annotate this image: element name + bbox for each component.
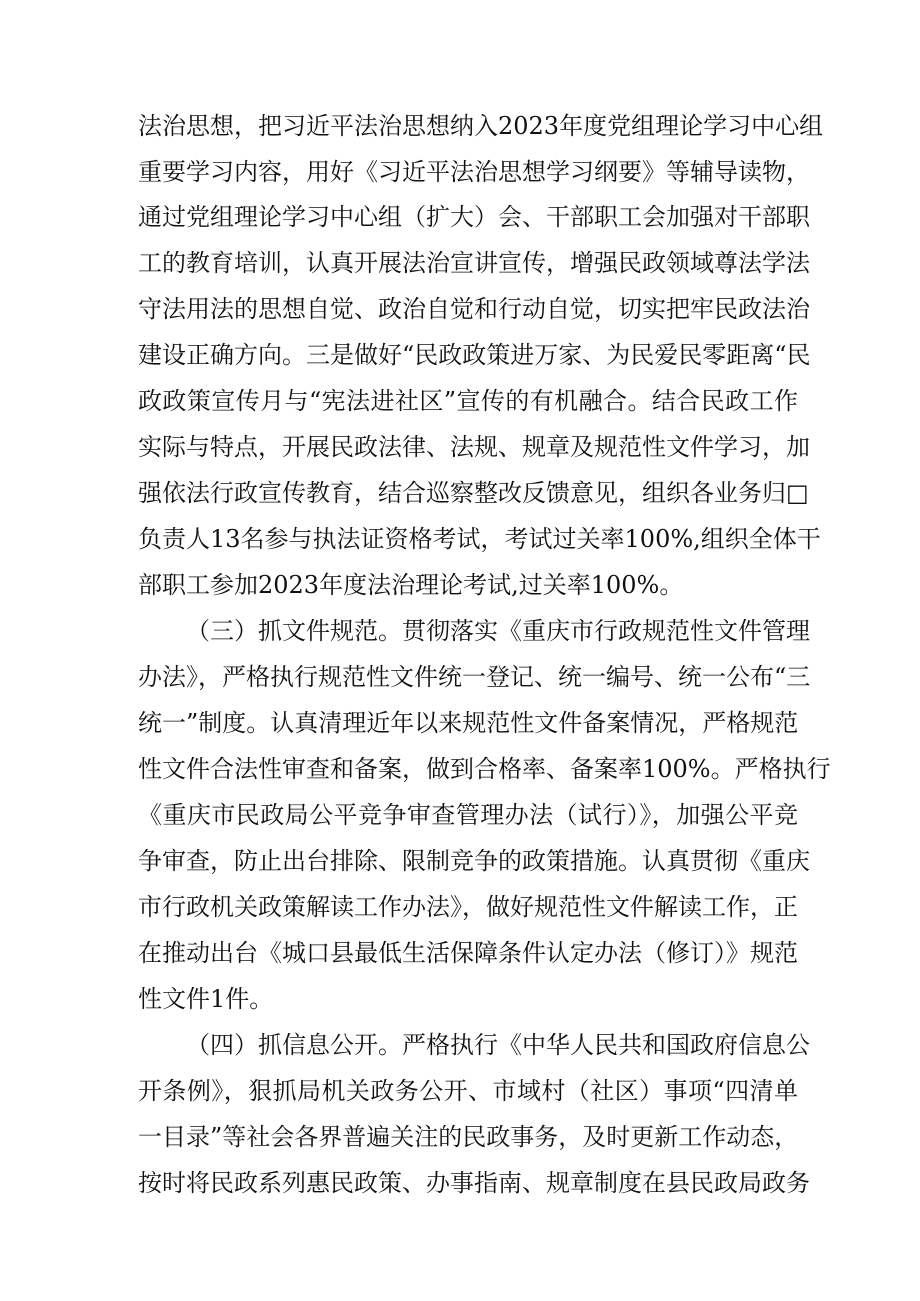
text-line: 建设正确方向。三是做好“民政政策进万家、为民爱民零距离“民 — [138, 341, 811, 369]
text-line: 《重庆市民政局公平竞争审查管理办法（试行）》，加强公平竞 — [138, 801, 798, 829]
text-line: 争审查，防止出台排除、限制竞争的政策措施。认真贯彻《重庆 — [138, 847, 810, 875]
text-line: 开条例》，狠抓局机关政务公开、市域村（社区）事项“四清单 — [138, 1077, 798, 1105]
text-line: 工的教育培训，认真开展法治宣讲宣传，增强民政领域尊法学法 — [138, 249, 810, 277]
section-heading-line: （四）抓信息公开。严格执行《中华人民共和国政府信息公 — [186, 1031, 810, 1059]
text-line: 实际与特点，开展民政法律、法规、规章及规范性文件学习，加 — [138, 433, 810, 461]
text-line: 在推动出台《城口县最低生活保障条件认定办法（修订）》规范 — [138, 939, 798, 967]
text-line: 强依法行政宣传教育，结合巡察整改反馈意见，组织各业务归□ — [138, 479, 809, 507]
text-line: 办法》，严格执行规范性文件统一登记、统一编号、统一公布“三 — [138, 663, 811, 691]
text-line: 守法用法的思想自觉、政治自觉和行动自觉，切实把牢民政法治 — [138, 295, 810, 323]
text-line: 一目录”等社会各界普遍关注的民政事务，及时更新工作动态， — [138, 1123, 799, 1151]
text-line: 法治思想，把习近平法治思想纳入2023年度党组理论学习中心组 — [138, 112, 824, 140]
text-line: 性文件合法性审查和备案，做到合格率、备案率100%。严格执行 — [138, 755, 831, 783]
text-line: 市行政机关政策解读工作办法》，做好规范性文件解读工作，正 — [138, 893, 798, 921]
text-line: 重要学习内容，用好《习近平法治思想学习纲要》等辅导读物， — [138, 158, 810, 186]
text-line: 通过党组理论学习中心组（扩大）会、干部职工会加强对干部职 — [138, 203, 810, 231]
text-line: 按时将民政系列惠民政策、办事指南、规章制度在县民政局政务 — [138, 1169, 810, 1197]
text-line: 统一”制度。认真清理近年以来规范性文件备案情况，严格规范 — [138, 709, 799, 737]
text-line: 政政策宣传月与“宪法进社区”宣传的有机融合。结合民政工作 — [138, 387, 798, 415]
text-line: 部职工参加2023年度法治理论考试,过关率100%。 — [138, 571, 684, 599]
section-heading-line: （三）抓文件规范。贯彻落实《重庆市行政规范性文件管理 — [186, 617, 810, 645]
text-line: 性文件1件。 — [138, 985, 274, 1013]
text-line: 负责人13名参与执法证资格考试，考试过关率100%,组织全体干 — [138, 525, 821, 553]
